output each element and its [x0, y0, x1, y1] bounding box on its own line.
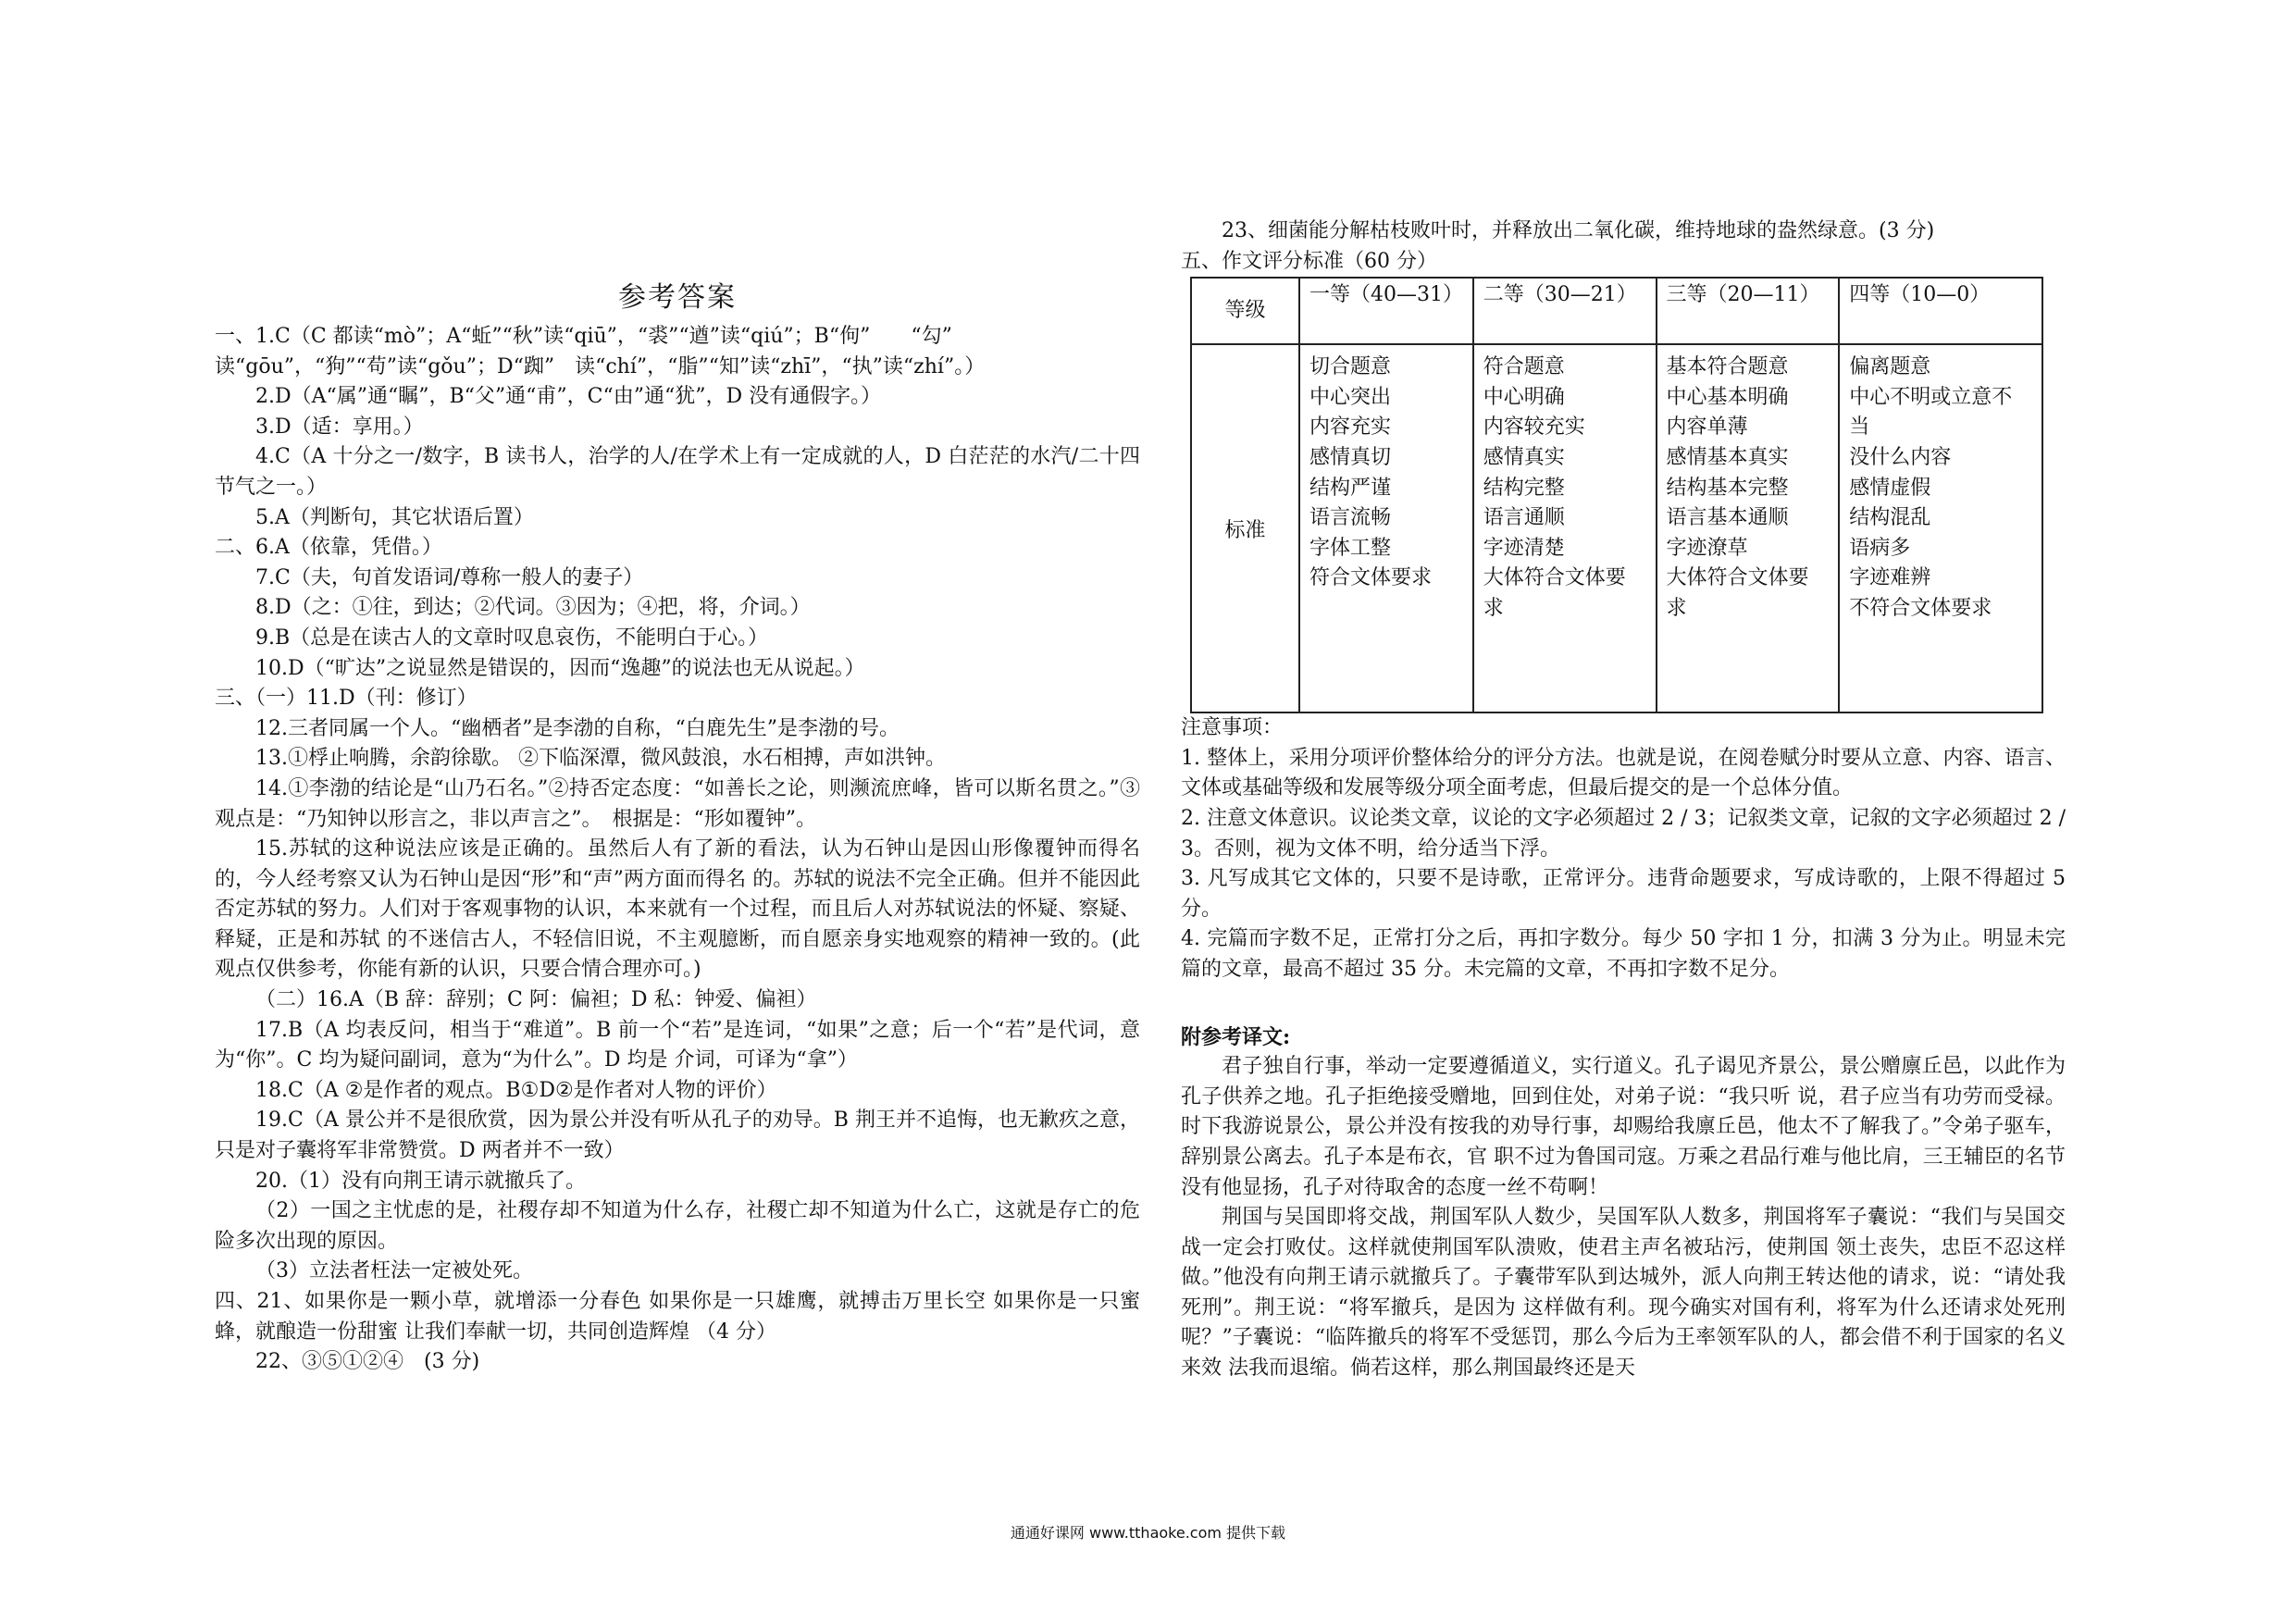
note-item: 2. 注意文体意识。议论类文章，议论的文字必须超过 2 / 3；记叙类文章，记叙的文字必须超过 2 / 3。否则，视为文体不明，给分适当下浮。	[1181, 806, 2066, 861]
criteria-first-cell	[1299, 344, 1473, 712]
answer-item: （2）一国之主忧虑的是，社稷存却不知道为什么存，社稷亡却不知道为什么亡，这就是存亡的危险多次出现的原因。	[215, 1199, 1140, 1253]
answer-list	[215, 322, 1140, 1378]
answer-item: 2.D（A“属”通“瞩”，B“父”通“甫”，C“由”通“犹”，D 没有通假字。）	[255, 385, 882, 409]
page-title: 参考答案	[618, 281, 737, 314]
answer-list-continued	[1181, 217, 2066, 277]
answer-item: 12.三者同属一个人。“幽栖者”是李渤的自称，“白鹿先生”是李渤的号。	[255, 716, 900, 740]
criteria-item: 偏离题意	[1849, 355, 1931, 379]
answer-item: 20.（1）没有向荆王请示就撤兵了。	[255, 1169, 586, 1193]
criteria-item: 语言流畅	[1309, 506, 1392, 530]
answer-item: 8.D（之：①往，到达；②代词。③因为；④把，将，介词。）	[255, 596, 811, 620]
criteria-item: 语言通顺	[1483, 506, 1565, 530]
criteria-item: 感情真实	[1483, 445, 1565, 469]
answer-item: 4.C（A 十分之一/数字，B 读书人，治学的人/在学术上有一定成就的人，D 白茫茫的水汽/二十四节气之一。）	[215, 445, 1140, 499]
answer-item: 17.B（A 均表反问，相当于“难道”。B 前一个“若”是连词，“如果”之意；后一个“若”是代词，意为“你”。C 均为疑问副词，意为“为什么”。D 均是 介词，可译为“拿”）	[215, 1018, 1140, 1072]
answer-item: 9.B（总是在读古人的文章时叹息哀伤，不能明白于心。）	[255, 626, 769, 650]
note-item: 4. 完篇而字数不足，正常打分之后，再扣字数分。每少 50 字扣 1 分，扣满 3 分为止。明显未完篇的文章，最高不超过 35 分。未完篇的文章，不再扣字数不足分。	[1181, 927, 2066, 981]
criteria-item: 切合题意	[1309, 355, 1392, 379]
answer-item: 读“gōu”，“狗”“苟”读“gǒu”；D“踟” 读“chí”，“脂”“知”读“zhī”，“执”读“zhí”。）	[215, 354, 986, 378]
answer-item: 三、（一）11.D（刊：修订）	[215, 687, 478, 711]
criteria-label-cell: 标准	[1191, 344, 1299, 712]
criteria-item: 结构严谨	[1309, 476, 1392, 500]
criteria-item: 大体符合文体要求	[1483, 566, 1626, 620]
criteria-item: 字迹潦草	[1666, 536, 1748, 560]
criteria-item: 字迹清楚	[1483, 536, 1565, 560]
answer-item: 一、1.C（C 都读“mò”；A“蚯”“秋”读“qiū”，“裘”“遒”读“qiú”；B“佝” “勾”	[215, 325, 952, 348]
criteria-item: 内容较充实	[1483, 415, 1585, 440]
grade-second-cell: 二等（30—21）	[1473, 278, 1657, 344]
answer-item: 二、6.A（依靠，凭借。）	[215, 536, 442, 560]
answer-item: （3）立法者枉法一定被处死。	[255, 1259, 533, 1283]
note-item: 3. 凡写成其它文体的，只要不是诗歌，正常评分。违背命题要求，写成诗歌的，上限不得超过 5 分。	[1181, 867, 2066, 921]
criteria-item: 中心基本明确	[1666, 385, 1789, 409]
notes-title: 注意事项：	[1181, 716, 1284, 740]
criteria-item: 基本符合题意	[1666, 355, 1789, 379]
criteria-item: 字体工整	[1309, 536, 1392, 560]
criteria-third-cell	[1657, 344, 1840, 712]
criteria-item: 中心不明或立意不当	[1849, 385, 2013, 440]
grading-table-header-row	[1191, 278, 2042, 344]
answer-item: 3.D（适：享用。）	[255, 415, 424, 439]
answer-column-left	[215, 278, 1140, 1378]
grade-first-cell: 一等（40—31）	[1299, 278, 1473, 344]
criteria-item: 字迹难辨	[1849, 566, 1931, 590]
criteria-item: 中心突出	[1309, 385, 1392, 409]
criteria-item: 符合题意	[1483, 355, 1565, 379]
answer-item: 22、③⑤①②④ (3 分)	[255, 1350, 480, 1374]
answer-column-right	[1181, 217, 2066, 1384]
criteria-item: 感情真切	[1309, 445, 1392, 469]
criteria-item: 结构混乱	[1849, 506, 1931, 530]
criteria-item: 内容单薄	[1666, 415, 1748, 440]
translation-title: 附参考译文:	[1181, 1024, 1291, 1049]
criteria-second-cell	[1473, 344, 1657, 712]
page-footer: 通通好课网 www.tthaoke.com 提供下载	[1010, 1524, 1286, 1542]
criteria-item: 内容充实	[1309, 415, 1392, 440]
grade-label-cell: 等级	[1191, 278, 1299, 344]
criteria-item: 大体符合文体要求	[1666, 566, 1809, 620]
grading-table-criteria-row	[1191, 344, 2042, 712]
answer-item: （二）16.A（B 辞：辞别；C 阿：偏袒；D 私：钟爱、偏袒）	[255, 988, 817, 1012]
answer-item: 四、21、如果你是一颗小草，就增添一分春色 如果你是一只雄鹰，就搏击万里长空 如果你是一只蜜蜂，就酿造一份甜蜜 让我们奉献一切，共同创造辉煌 （4 分）	[215, 1290, 1140, 1344]
criteria-fourth-cell	[1839, 344, 2042, 712]
criteria-item: 没什么内容	[1849, 445, 1952, 469]
answer-item: 五、作文评分标准（60 分）	[1181, 249, 1437, 273]
translation-paragraph: 君子独自行事，举动一定要遵循道义，实行道义。孔子谒见齐景公，景公赠廪丘邑，以此作为孔子供养之地。孔子拒绝接受赠地，回到住处，对弟子说：“我只听 说，君子应当有功劳而受禄。时下我游说景公，景公并没有按我的劝导行事，却赐给我廪丘邑，他太不了解我了。”令弟子驱车，辞别景公离去。孔子本是布衣，官 职不过为鲁国司寇。万乘之君品行难与他比肩，三王辅臣的名节没有他显扬，孔子对待取舍的态度一丝不苟啊！	[1181, 1055, 2066, 1199]
answer-item: 15.苏轼的这种说法应该是正确的。虽然后人有了新的看法，认为石钟山是因山形像覆钟而得名的，今人经考察又认为石钟山是因“形”和“声”两方面而得名 的。苏轼的说法不完全正确。但并不能因此否定苏轼的努力。人们对于客观事物的认识，本来就有一个过程，而且后人对苏轼说法的怀疑、察疑、释疑，正是和苏轼 的不迷信古人，不轻信旧说，不主观臆断，而自愿亲身实地观察的精神一致的。(此观点仅供参考，你能有新的认识，只要合情合理亦可。)	[215, 837, 1140, 982]
answer-item: 18.C（A ②是作者的观点。B①D②是作者对人物的评价）	[255, 1078, 777, 1102]
answer-item: 13.①桴止响腾，余韵徐歇。 ②下临深潭，微风鼓浪，水石相搏，声如洪钟。	[255, 747, 946, 771]
criteria-item: 结构完整	[1483, 476, 1565, 500]
criteria-item: 语言基本通顺	[1666, 506, 1789, 530]
answer-item: 5.A（判断句，其它状语后置）	[255, 505, 534, 529]
answer-item: 14.①李渤的结论是“山乃石名。”②持否定态度：“如善长之论，则濒流庶峰，皆可以斯名贯之。”③观点是：“乃知钟以形言之，非以声言之”。 根据是：“形如覆钟”。	[215, 776, 1140, 831]
criteria-item: 符合文体要求	[1309, 566, 1433, 590]
essay-grading-table	[1190, 277, 2043, 713]
criteria-item: 感情基本真实	[1666, 445, 1789, 469]
grade-third-cell: 三等（20—11）	[1657, 278, 1840, 344]
criteria-item: 不符合文体要求	[1849, 596, 1992, 620]
translation-paragraph: 荆国与吴国即将交战，荆国军队人数少，吴国军队人数多，荆国将军子囊说：“我们与吴国交战一定会打败仗。这样就使荆国军队溃败，使君主声名被玷污，使荆国 领土丧失，忠臣不忍这样做。”他没有向荆王请示就撤兵了。子囊带军队到达城外，派人向荆王转达他的请求，说：“请处我死刑”。荆王说：“将军撤兵，是因为 这样做有利。现今确实对国有利，将军为什么还请求处死刑呢？”子囊说：“临阵撤兵的将军不受惩罚，那么今后为王率领军队的人，都会借不利于国家的名义来效 法我而退缩。倘若这样，那么荆国最终还是天	[1181, 1206, 2066, 1381]
answer-item: 23、细菌能分解枯枝败叶时，并释放出二氧化碳，维持地球的盎然绿意。(3 分)	[1222, 219, 1935, 242]
criteria-item: 语病多	[1849, 536, 1911, 560]
criteria-item: 感情虚假	[1849, 476, 1931, 500]
criteria-item: 结构基本完整	[1666, 476, 1789, 500]
criteria-item: 中心明确	[1483, 385, 1565, 409]
note-item: 1. 整体上，采用分项评价整体给分的评分方法。也就是说，在阅卷赋分时要从立意、内容、语言、文体或基础等级和发展等级分项全面考虑，但最后提交的是一个总体分值。	[1181, 746, 2066, 800]
reference-translation	[1181, 1052, 2066, 1384]
answer-item: 10.D（“旷达”之说显然是错误的，因而“逸趣”的说法也无从说起。）	[255, 656, 865, 680]
answer-item: 19.C（A 景公并不是很欣赏，因为景公并没有听从孔子的劝导。B 荆王并不追悔，也无歉疚之意，只是对子囊将军非常赞赏。D 两者并不一致）	[215, 1109, 1140, 1163]
grade-fourth-cell: 四等（10—0）	[1839, 278, 2042, 344]
notes-list	[1181, 744, 2066, 985]
answer-item: 7.C（夫，句首发语词/尊称一般人的妻子）	[255, 565, 644, 589]
